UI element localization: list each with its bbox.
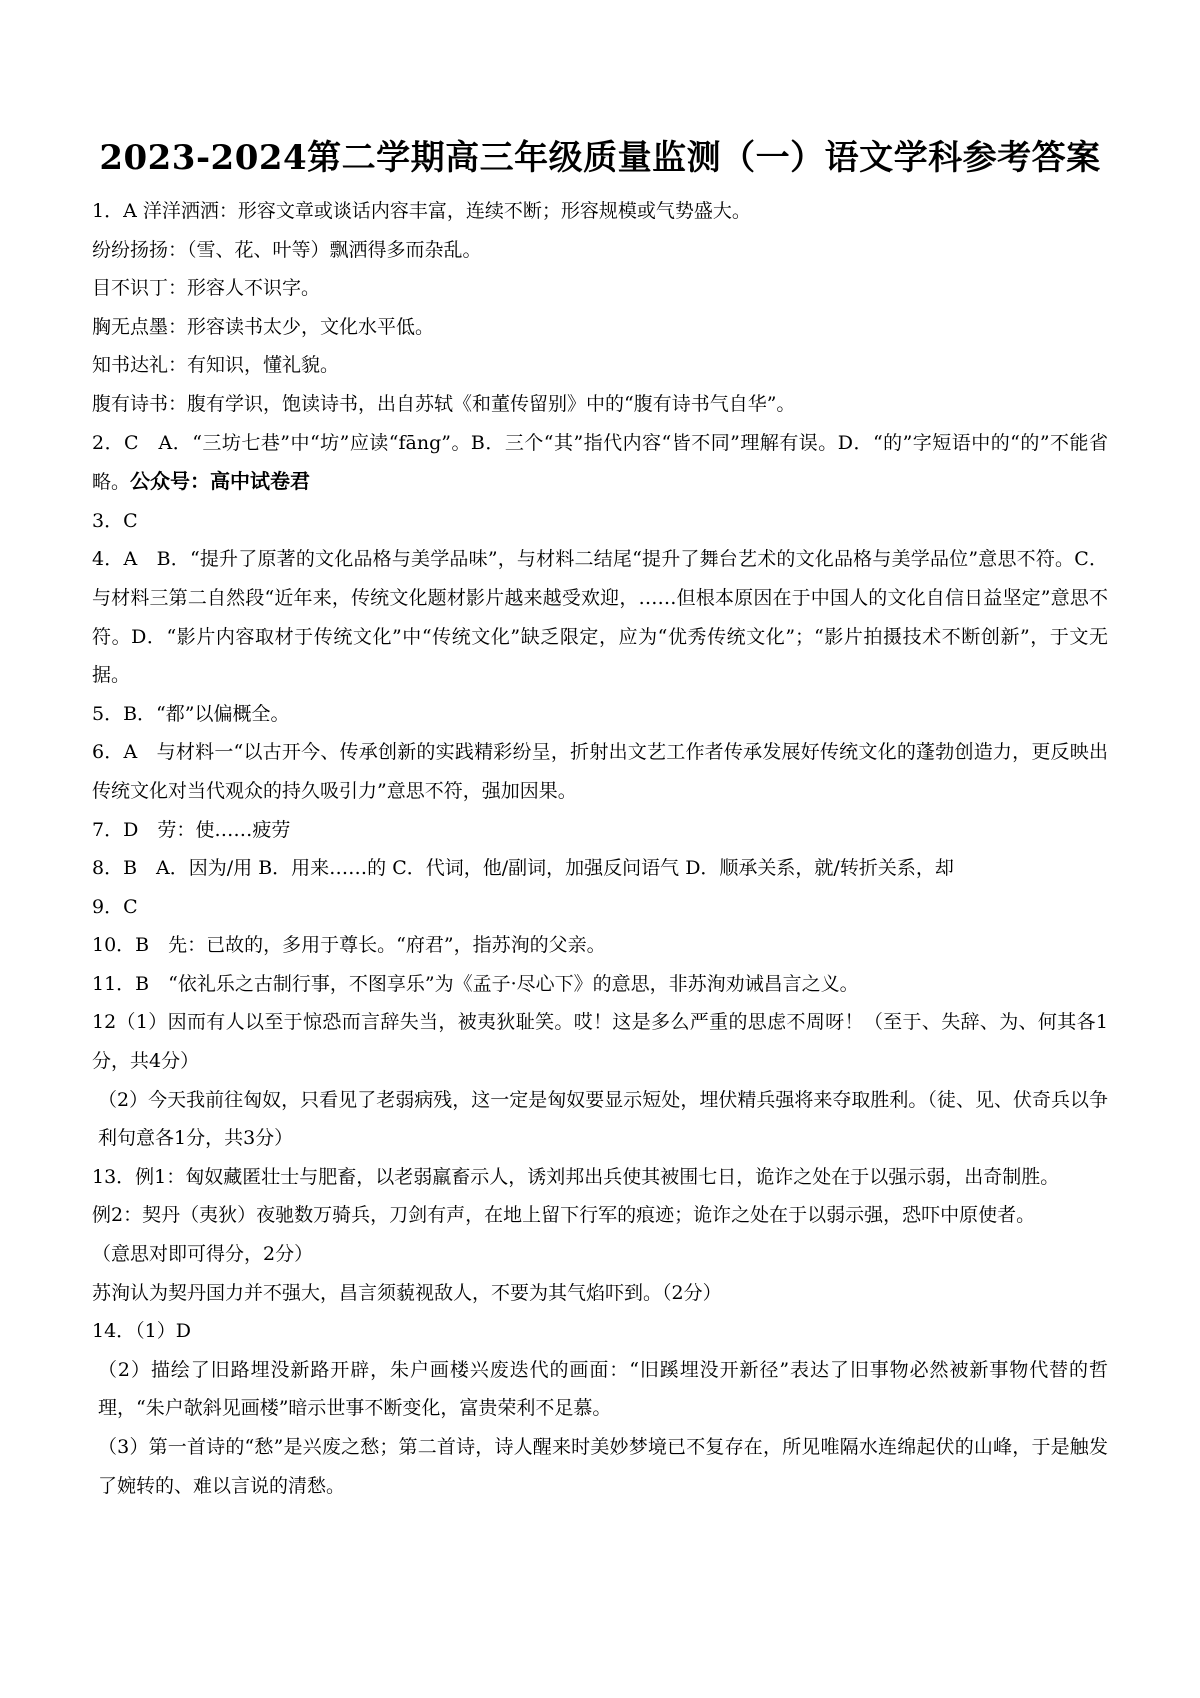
answer-12-part-2: （2）今天我前往匈奴，只看见了老弱病残，这一定是匈奴要显示短处，埋伏精兵强将来夺取胜利。（徒、见、伏奇兵以争利句意各1分，共3分） <box>98 1088 1108 1150</box>
answer-9: 9．C <box>92 895 138 918</box>
answer-13-example-1: 13．例1：匈奴藏匿壮士与肥畜，以老弱羸畜示人，诱刘邦出兵使其被围七日，诡诈之处在于以强示弱，出奇制胜。 <box>92 1165 1060 1188</box>
page-title: 2023-2024第二学期高三年级质量监测（一）语文学科参考答案 <box>99 138 1101 178</box>
answer-14-part-1: 14．（1）D <box>92 1320 191 1343</box>
answer-2-paragraph <box>92 424 1108 502</box>
answer-1-explanation-2: 目不识丁：形容人不识字。 <box>92 277 321 300</box>
answer-8: 8．B A．因为/用 B．用来……的 C．代词，他/副词，加强反问语气 D．顺承关系，就/转折关系，却 <box>92 857 954 880</box>
answer-1-explanation-1: 纷纷扬扬：（雪、花、叶等）飘洒得多而杂乱。 <box>92 238 482 261</box>
answer-4: 4．A B．“提升了原著的文化品格与美学品味”，与材料二结尾“提升了舞台艺术的文化品格与美学品位”意思不符。C．与材料三第二自然段“近年来，传统文化题材影片越来越受欢迎，……但根本原因在于中国人的文化自信日益坚定”意思不符。D．“影片内容取材于传统文化”中“传统文化”缺乏限定，应为“优秀传统文化”；“影片拍摄技术不断创新”，于文无据。 <box>92 548 1108 687</box>
answer-13-scoring-note: （意思对即可得分，2分） <box>92 1243 314 1266</box>
answer-6: 6．A 与材料一“以古开今、传承创新的实践精彩纷呈，折射出文艺工作者传承发展好传统文化的蓬勃创造力，更反映出传统文化对当代观众的持久吸引力”意思不符，强加因果。 <box>92 741 1108 802</box>
answer-13-conclusion: 苏洵认为契丹国力并不强大，昌言须藐视敌人，不要为其气焰吓到。（2分） <box>92 1281 722 1304</box>
answer-1-explanation-4: 知书达礼：有知识，懂礼貌。 <box>92 354 340 377</box>
answer-3: 3．C <box>92 509 138 532</box>
answer-12-part-1: 12（1）因而有人以至于惊恐而言辞失当，被夷狄耻笑。哎！这是多么严重的思虑不周呀！（至于、失辞、为、何其各1分，共4分） <box>92 1011 1108 1073</box>
answer-2-text: 2．C A．“三坊七巷”中“坊”应读“fāng”。B．三个“其”指代内容“皆不同”理解有误。D．“的”字短语中的“的”不能省略。 <box>92 431 1108 494</box>
watermark-text: 公众号：高中试卷君 <box>130 469 311 494</box>
answer-1-line: 1．A 洋洋洒洒：形容文章或谈话内容丰富，连续不断；形容规模或气势盛大。 <box>92 200 751 222</box>
answer-1-explanation-5: 腹有诗书：腹有学识，饱读诗书，出自苏轼《和董传留别》中的“腹有诗书气自华”。 <box>92 392 796 415</box>
answer-7: 7．D 劳：使……疲劳 <box>92 818 291 841</box>
answer-content <box>92 192 1108 1505</box>
answer-5: 5．B．“都”以偏概全。 <box>92 702 290 725</box>
answer-11: 11．B “依礼乐之古制行事，不图享乐”为《孟子·尽心下》的意思，非苏洵劝诫昌言之义。 <box>92 972 859 995</box>
answer-1-explanation-3: 胸无点墨：形容读书太少，文化水平低。 <box>92 315 435 338</box>
answer-14-part-3: （3）第一首诗的“愁”是兴废之愁；第二首诗，诗人醒来时美妙梦境已不复存在，所见唯隔水连绵起伏的山峰，于是触发了婉转的、难以言说的清愁。 <box>98 1436 1108 1497</box>
answer-13-example-2: 例2：契丹（夷狄）夜驰数万骑兵，刀剑有声，在地上留下行军的痕迹；诡诈之处在于以弱示强，恐吓中原使者。 <box>92 1204 1036 1227</box>
answer-14-part-2: （2）描绘了旧路埋没新路开辟，朱户画楼兴废迭代的画面：“旧蹊埋没开新径”表达了旧事物必然被新事物代替的哲理，“朱户欹斜见画楼”暗示世事不断变化，富贵荣利不足慕。 <box>98 1358 1108 1420</box>
answer-10: 10．B 先：已故的，多用于尊长。“府君”，指苏洵的父亲。 <box>92 934 606 957</box>
